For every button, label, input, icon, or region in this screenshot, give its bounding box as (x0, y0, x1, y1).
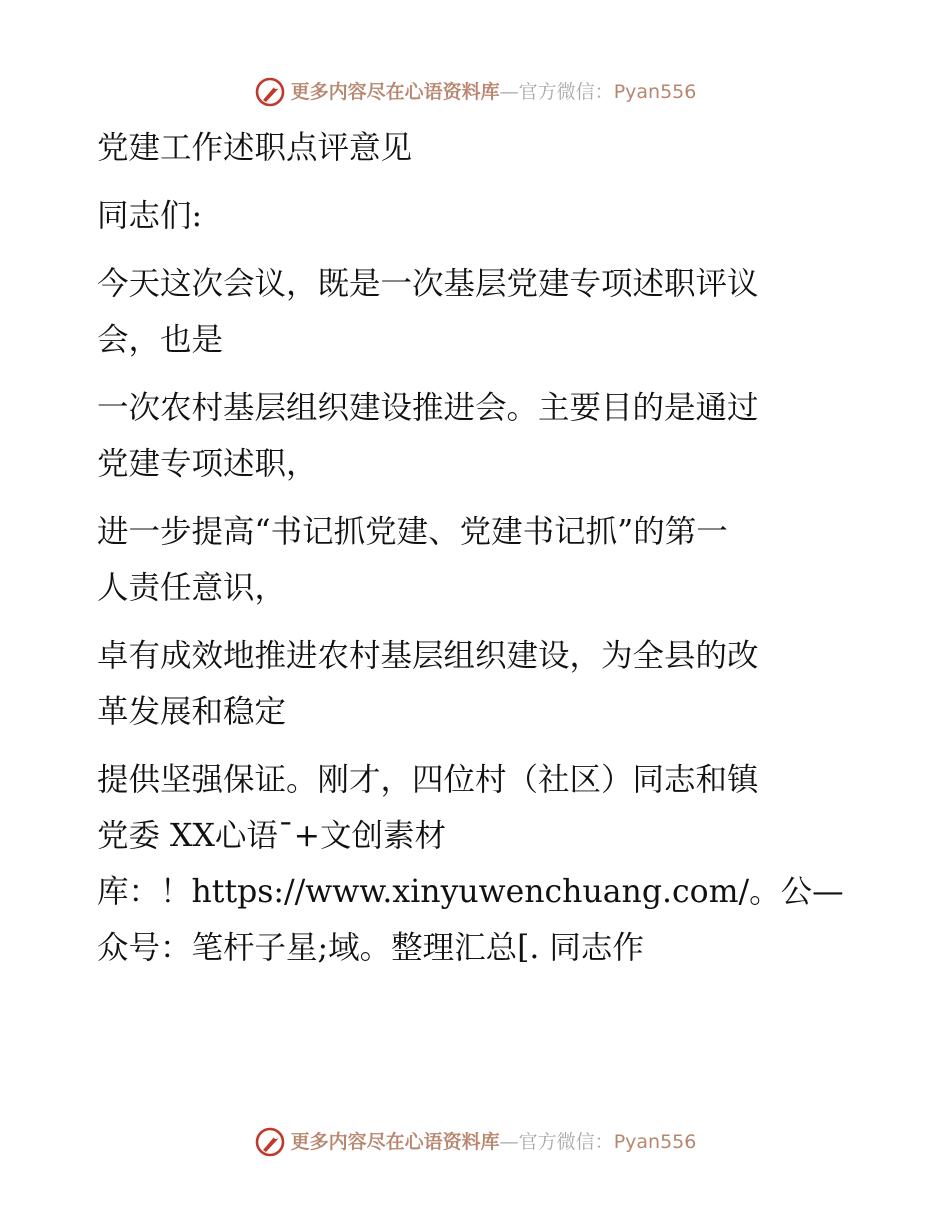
document-title: 党建工作述职点评意见 (97, 130, 413, 166)
paragraph-3 (97, 504, 837, 616)
paragraph-line: 会，也是 (97, 322, 224, 358)
pen-nib-logo-icon (254, 76, 286, 108)
paragraph-line: 众号：笔杆子星;域。整理汇总[. 同志作 (97, 930, 644, 966)
header-watermark (0, 76, 950, 108)
document-body (97, 120, 844, 988)
paragraph-line: 一次农村基层组织建设推进会。主要目的是通过 (97, 390, 759, 426)
paragraph-4 (97, 628, 837, 740)
paragraph-line: 人责任意识， (97, 570, 287, 606)
paragraph-5 (97, 752, 837, 864)
banner-main-text: 更多内容尽在心语资料库 (290, 1131, 500, 1153)
banner-wechat-id: Pyan556 (613, 1131, 697, 1153)
paragraph-line: 卓有成效地推进农村基层组织建设，为全县的改 (97, 638, 759, 674)
greeting: 同志们: (97, 198, 203, 234)
paragraph-2 (97, 380, 837, 492)
paragraph-line: 提供坚强保证。刚才，四位村（社区）同志和镇 (97, 762, 759, 798)
footer-watermark (0, 1126, 950, 1158)
paragraph-line: 党建专项述职， (97, 446, 318, 482)
paragraph-line: 库：！https://www.xinyuwenchuang.com/。公— (97, 874, 844, 910)
paragraph-tail (97, 864, 844, 976)
paragraph-line: 进一步提高“书记抓党建、党建书记抓”的第一 (97, 514, 728, 550)
banner-sub-text: —官方微信： (499, 81, 614, 103)
banner-main-text: 更多内容尽在心语资料库 (290, 81, 500, 103)
paragraph-line: 党委 XX心语¯+文创素材 (97, 818, 447, 854)
banner-sub-text: —官方微信： (499, 1131, 614, 1153)
banner-wechat-id: Pyan556 (613, 81, 697, 103)
paragraph-line: 今天这次会议，既是一次基层党建专项述职评议 (97, 266, 759, 302)
pen-nib-logo-icon (254, 1126, 286, 1158)
paragraph-1 (97, 256, 837, 368)
paragraph-line: 革发展和稳定 (97, 694, 287, 730)
